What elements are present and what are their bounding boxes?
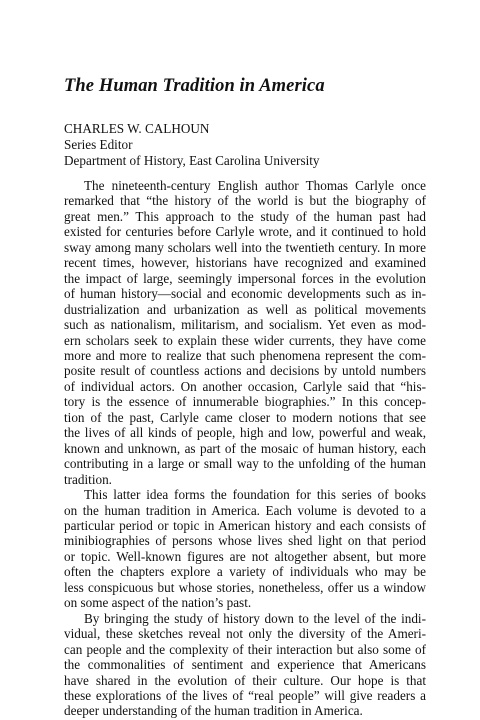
text-line: or topic. Well-known figures are not altogether absent, but more — [64, 548, 426, 564]
text-line: tradition. — [64, 471, 112, 487]
text-line: vidual, these sketches reveal not only the diversity of the Ameri- — [64, 626, 426, 642]
text-line: recent times, however, historians have recognized and examined — [64, 255, 426, 271]
text-line: on some aspect of the nation’s past. — [64, 595, 252, 611]
text-line: sway among many scholars well into the twentieth century. In more — [64, 239, 426, 255]
text-line: tion of the past, Carlyle came closer to modern notions that see — [64, 409, 426, 425]
text-line: tory is the essence of innumerable biographies.” In this concep- — [64, 394, 426, 410]
text-line: The nineteenth-century English author Thomas Carlyle once — [84, 178, 426, 193]
editor-affiliation: Department of History, East Carolina University — [64, 153, 320, 168]
text-line: remarked that “the history of the world is but the biography of — [64, 193, 426, 209]
text-line: By bringing the study of history down to the level of the indi- — [84, 610, 426, 626]
text-line: ern scholars seek to explain these wider currents, they have come — [64, 332, 426, 348]
text-line: minibiographies of persons whose lives shed light on that period — [64, 533, 426, 549]
text-line: contributing in a large or small way to the unfolding of the human — [64, 456, 426, 472]
text-line: the commonalities of sentiment and experience that Americans — [64, 657, 426, 673]
text-line: deeper understanding of the human tradition in America. — [64, 703, 363, 719]
text-line: posite result of countless actions and decisions by untold numbers — [64, 363, 426, 379]
text-line: great men.” This approach to the study of the human past had — [64, 208, 426, 224]
text-line: more and more to realize that such phenomena represent the com- — [64, 347, 426, 363]
editor-role: Series Editor — [64, 137, 133, 152]
text-line: less conspicuous but whose stories, nonetheless, offer us a window — [64, 579, 426, 595]
paragraph — [64, 487, 426, 611]
text-line: particular period or topic in American history and each consists of — [64, 517, 426, 533]
text-line: of individual actors. On another occasion, Carlyle said that “his- — [64, 378, 426, 394]
text-line: dustrialization and urbanization as well as political movements — [64, 301, 426, 317]
editor-name: CHARLES W. CALHOUN — [64, 121, 210, 136]
text-line: the lives of all kinds of people, high and low, powerful and weak, — [64, 425, 426, 441]
paragraph — [64, 611, 426, 719]
text-line: these explorations of the lives of “real people” will give readers a — [64, 687, 426, 703]
text-line: such as nationalism, militarism, and socialism. Yet even as mod- — [64, 317, 426, 333]
body-text — [64, 178, 426, 719]
text-line: the impact of large, seemingly impersonal forces in the evolution — [64, 270, 426, 286]
text-line: known and unknown, as part of the mosaic of human history, each — [64, 440, 426, 456]
text-line: of human history—social and economic developments such as in- — [64, 286, 426, 302]
text-line: can people and the complexity of their interaction but also some of — [64, 641, 426, 657]
text-line: existed for centuries before Carlyle wrote, and it continued to hold — [64, 224, 426, 240]
text-line: often the chapters explore a variety of individuals who may be — [64, 564, 426, 580]
page-title: The Human Tradition in America — [64, 76, 325, 96]
paragraph — [64, 178, 426, 487]
text-line: have shared in the evolution of their culture. Our hope is that — [64, 672, 426, 688]
editor-block — [64, 121, 320, 169]
text-line: This latter idea forms the foundation for this series of books — [84, 487, 426, 503]
text-line: on the human tradition in America. Each volume is devoted to a — [64, 502, 426, 518]
